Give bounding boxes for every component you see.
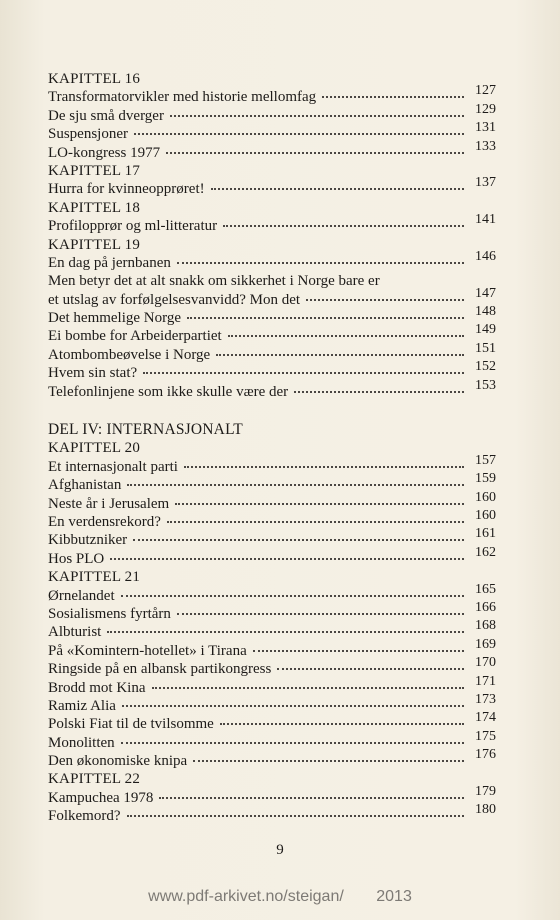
entry-page-number: 168: [475, 618, 496, 634]
dot-leader: [134, 133, 464, 135]
toc-block-part-4: [48, 439, 496, 825]
entry-title: Hvem sin stat?: [48, 365, 138, 382]
dot-leader: [167, 521, 464, 523]
entry-title: Ringside på en albansk partikongress: [48, 661, 272, 678]
chapter-heading: KAPITTEL 20: [48, 440, 141, 457]
toc-entry: [48, 636, 496, 660]
dot-leader: [220, 723, 464, 725]
entry-page-number: 159: [475, 471, 496, 487]
entry-page-number: 129: [475, 101, 496, 117]
toc-entry: [48, 691, 496, 715]
entry-title: LO-kongress 1977: [48, 144, 161, 161]
toc-entry: [48, 747, 496, 770]
chapter-heading: KAPITTEL 22: [48, 771, 141, 788]
dot-leader: [294, 391, 464, 393]
toc-entry: [48, 599, 496, 623]
entry-page-number: 160: [475, 507, 496, 523]
entry-title: Telefonlinjene som ikke skulle være der: [48, 383, 289, 400]
table-of-contents: [48, 70, 496, 826]
entry-page-number: 179: [475, 783, 496, 799]
toc-entry: [48, 101, 496, 125]
entry-title: Neste år i Jerusalem: [48, 495, 170, 512]
dot-leader: [322, 96, 464, 98]
entry-title: Transformatorvikler med historie mellomfag: [48, 89, 317, 106]
toc-entry: [48, 452, 496, 476]
chapter-heading: KAPITTEL 21: [48, 569, 141, 586]
entry-title: Kibbutzniker: [48, 532, 128, 549]
entry-page-number: 161: [475, 526, 496, 542]
entry-page-number: 166: [475, 599, 496, 615]
watermark-year: 2013: [376, 888, 412, 905]
entry-page-number: 175: [475, 728, 496, 744]
entry-page-number: 147: [475, 285, 496, 301]
toc-entry: [48, 285, 496, 309]
dot-leader: [166, 152, 464, 154]
entry-title: et utslag av forfølgelsesvanvidd? Mon det: [48, 291, 301, 308]
entry-page-number: 146: [475, 248, 496, 264]
dot-leader: [228, 335, 464, 337]
toc-entry: [48, 120, 496, 143]
entry-title: Atombombeøvelse i Norge: [48, 346, 211, 363]
dot-leader: [177, 613, 464, 615]
dot-leader: [177, 262, 464, 264]
watermark-url: www.pdf-arkivet.no/steigan/: [148, 888, 344, 905]
dot-leader: [223, 225, 464, 227]
entry-page-number: 169: [475, 636, 496, 652]
chapter-heading: KAPITTEL 19: [48, 236, 141, 253]
dot-leader: [127, 815, 465, 817]
dot-leader: [184, 466, 464, 468]
dot-leader: [253, 650, 464, 652]
entry-page-number: 133: [475, 138, 496, 154]
entry-title: Ramiz Alia: [48, 697, 116, 714]
entry-page-number: 160: [475, 489, 496, 505]
dot-leader: [170, 115, 464, 117]
dot-leader: [216, 354, 464, 356]
dot-leader: [121, 595, 464, 597]
entry-title: Afghanistan: [48, 477, 122, 494]
dot-leader: [277, 668, 464, 670]
dot-leader: [211, 188, 464, 190]
toc-entry: [48, 526, 496, 549]
toc-entry-line: Men betyr det at alt snakk om sikkerhet i Norge bare er: [48, 273, 380, 290]
toc-entry: [48, 618, 496, 641]
toc-entry: [48, 802, 496, 825]
entry-page-number: 174: [475, 710, 496, 726]
entry-title: En verdensrekord?: [48, 513, 161, 530]
dot-leader: [159, 797, 464, 799]
toc-entry: [48, 377, 496, 401]
entry-page-number: 127: [475, 83, 496, 99]
toc-block-part-3: [48, 70, 496, 401]
entry-title: På «Komintern-hotellet» i Tirana: [48, 642, 247, 659]
entry-page-number: 157: [475, 452, 496, 468]
entry-page-number: 176: [475, 747, 496, 763]
entry-title: Monolitten: [48, 734, 115, 751]
toc-entry: [48, 783, 496, 807]
dot-leader: [306, 299, 464, 301]
entry-page-number: 170: [475, 655, 496, 671]
entry-title: Det hemmelige Norge: [48, 310, 182, 327]
entry-page-number: 137: [475, 175, 496, 191]
toc-entry: [48, 728, 496, 752]
dot-leader: [143, 372, 464, 374]
entry-title: Polski Fiat til de tvilsomme: [48, 716, 214, 733]
toc-entry: [48, 340, 496, 364]
toc-entry: [48, 175, 496, 198]
entry-title: Suspensjoner: [48, 126, 128, 143]
entry-page-number: 148: [475, 304, 496, 320]
toc-entry: [48, 83, 496, 106]
entry-title: Brodd mot Kina: [48, 679, 146, 696]
entry-page-number: 171: [475, 673, 496, 689]
entry-page-number: 162: [475, 544, 496, 560]
entry-title: Folkemord?: [48, 808, 121, 825]
dot-leader: [107, 631, 464, 633]
dot-leader: [152, 687, 465, 689]
chapter-heading: KAPITTEL 16: [48, 71, 141, 87]
entry-title: Hurra for kvinneopprøret!: [48, 181, 205, 198]
page-number: 9: [276, 842, 284, 858]
entry-title: Ei bombe for Arbeiderpartiet: [48, 328, 222, 345]
entry-title: Hos PLO: [48, 550, 105, 567]
dot-leader: [133, 539, 464, 541]
toc-entry: [48, 304, 496, 327]
entry-page-number: 152: [475, 359, 496, 375]
toc-entry: [48, 710, 496, 733]
entry-page-number: 173: [475, 691, 496, 707]
dot-leader: [121, 742, 464, 744]
entry-title: Albturist: [48, 624, 102, 641]
entry-title: De sju små dverger: [48, 107, 164, 124]
entry-title: Den økonomiske knipa: [48, 753, 188, 770]
entry-title: Et internasjonalt parti: [48, 458, 178, 475]
dot-leader: [175, 503, 464, 505]
toc-entry: [48, 359, 496, 382]
entry-title: Profilopprør og ml-litteratur: [48, 218, 218, 235]
entry-title: Ørnelandet: [48, 587, 115, 604]
toc-entry: [48, 471, 496, 494]
watermark: [0, 888, 560, 906]
toc-entry: [48, 507, 496, 531]
toc-entry: [48, 581, 496, 605]
entry-page-number: 153: [475, 377, 496, 393]
dot-leader: [122, 705, 464, 707]
entry-title: Kampuchea 1978: [48, 789, 154, 806]
toc-entry: [48, 673, 496, 697]
toc-entry: [48, 655, 496, 678]
entry-title: Sosialismens fyrtårn: [48, 605, 171, 622]
entry-title: En dag på jernbanen: [48, 254, 171, 271]
entry-page-number: 141: [475, 212, 496, 228]
part-heading: DEL IV: INTERNASJONALT: [48, 421, 243, 439]
dot-leader: [110, 558, 464, 560]
toc-entry: [48, 322, 496, 345]
dot-leader: [187, 317, 464, 319]
chapter-heading: KAPITTEL 18: [48, 199, 141, 216]
chapter-heading: KAPITTEL 17: [48, 162, 141, 179]
entry-page-number: 149: [475, 322, 496, 338]
toc-entry: [48, 544, 496, 568]
dot-leader: [127, 484, 464, 486]
toc-entry: [48, 489, 496, 513]
entry-page-number: 165: [475, 581, 496, 597]
entry-page-number: 180: [475, 802, 496, 818]
entry-page-number: 131: [475, 120, 496, 136]
dot-leader: [193, 760, 464, 762]
entry-page-number: 151: [475, 340, 496, 356]
toc-entry: [48, 248, 496, 272]
toc-entry: [48, 138, 496, 162]
toc-entry: [48, 212, 496, 235]
